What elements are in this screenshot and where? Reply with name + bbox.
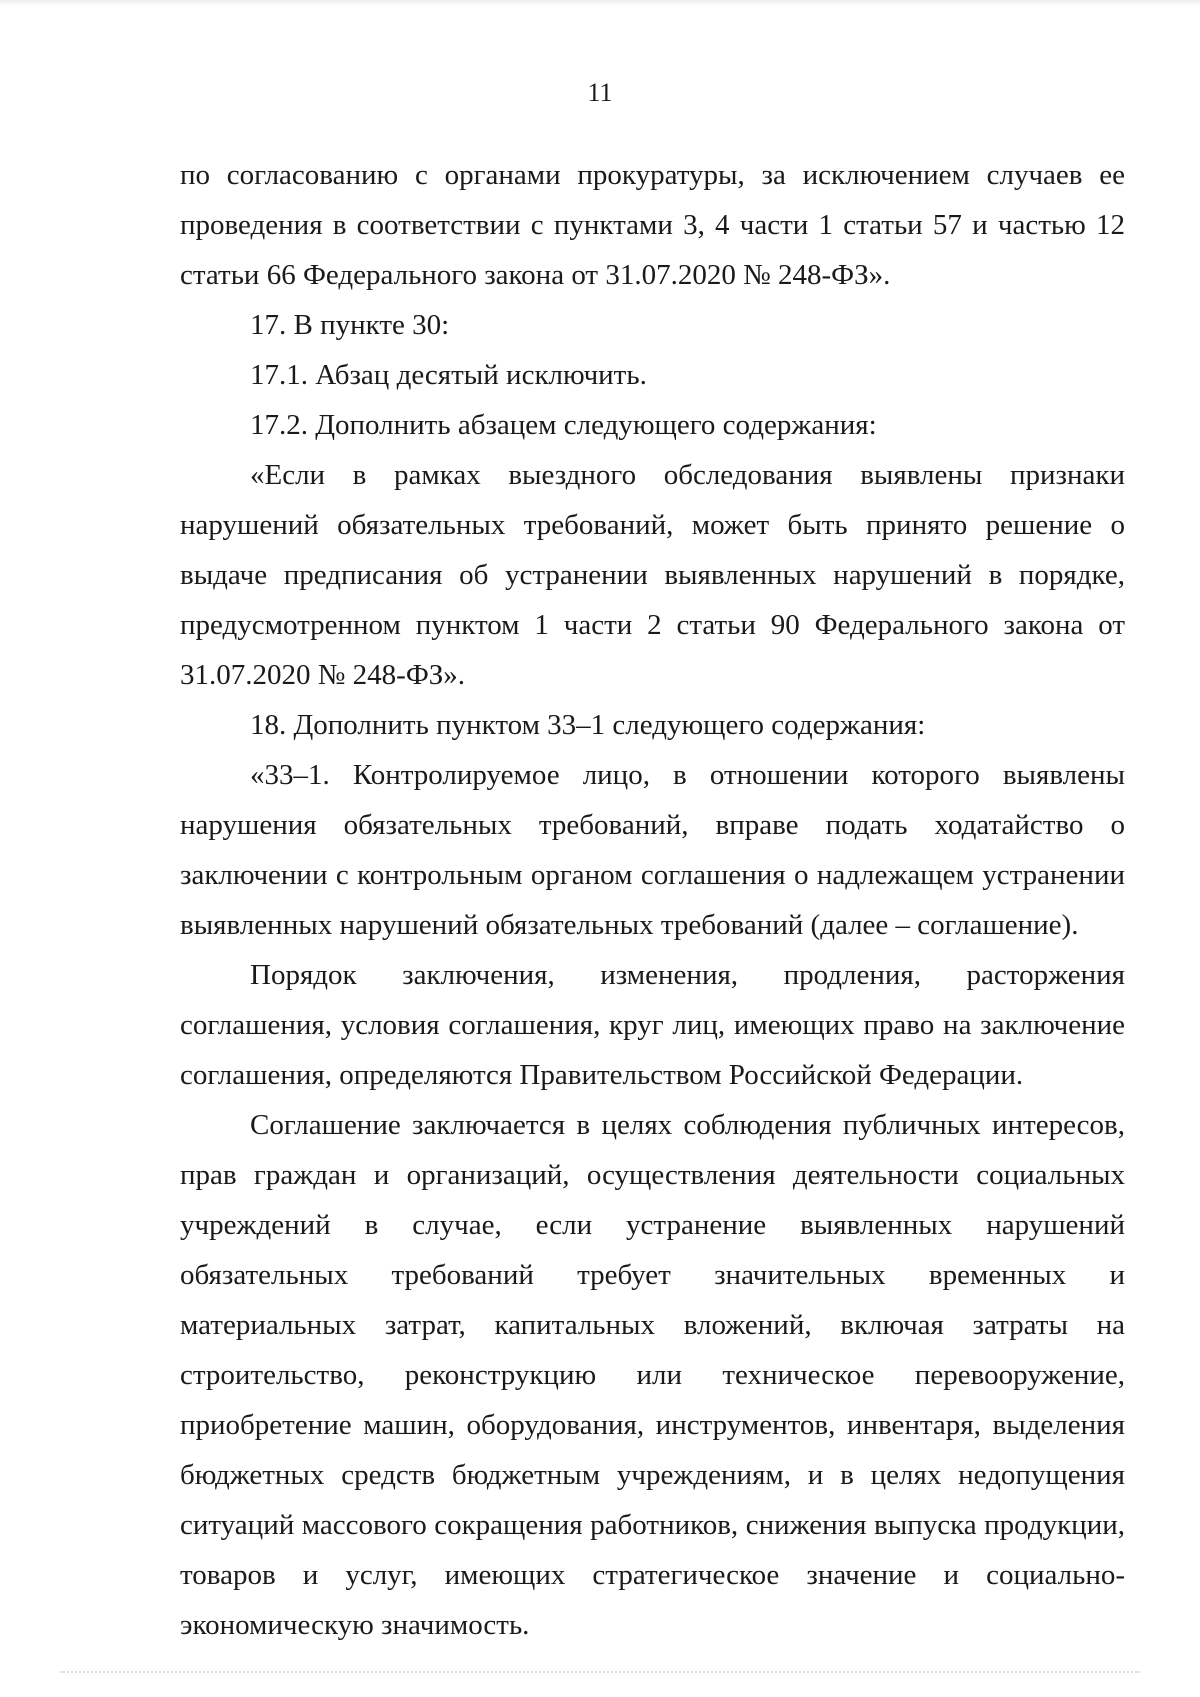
page-number: 11 bbox=[587, 78, 613, 107]
paragraph-agreement-purpose: Соглашение заключается в целях соблюдения публичных интересов, прав граждан и организаций, осуществления деятельности социальных учреждений в случае, если устранение выявленных нарушений обязательных требований требует значительных временных и материальных затрат, капитальных вложений, включая затраты на строительство, реконструкцию или техническое перевооружение, приобретение машин, оборудования, инструментов, инвентаря, выделения бюджетных средств бюджетным учреждениям, и в целях недопущения ситуаций массового сокращения работников, снижения выпуска продукции, товаров и услуг, имеющих стратегическое значение и социально-экономическую значимость. bbox=[180, 1109, 1125, 1641]
document-body bbox=[180, 150, 1125, 1650]
scan-edge-top bbox=[0, 0, 1200, 6]
paragraph-quote-33-1: «33–1. Контролируемое лицо, в отношении которого выявлены нарушения обязательных требований, вправе подать ходатайство о заключении с контрольным органом соглашения о надлежащем устранении выявленных нарушений обязательных требований (далее – соглашение). bbox=[180, 759, 1125, 941]
paragraph-item-18: 18. Дополнить пунктом 33–1 следующего содержания: bbox=[250, 709, 926, 741]
paragraph-item-17-1: 17.1. Абзац десятый исключить. bbox=[250, 359, 647, 391]
paragraph-continuation: по согласованию с органами прокуратуры, за исключением случаев ее проведения в соответствии с пунктами 3, 4 части 1 статьи 57 и частью 12 статьи 66 Федерального закона от 31.07.2020 № 248-ФЗ». bbox=[180, 159, 1125, 291]
scan-edge-bottom bbox=[60, 1671, 1140, 1679]
paragraph-procedure: Порядок заключения, изменения, продления, расторжения соглашения, условия соглашения, круг лиц, имеющих право на заключение соглашения, определяются Правительством Российской Федерации. bbox=[180, 959, 1125, 1091]
paragraph-quote-inspection: «Если в рамках выездного обследования выявлены признаки нарушений обязательных требований, может быть принято решение о выдаче предписания об устранении выявленных нарушений в порядке, предусмотренном пунктом 1 части 2 статьи 90 Федерального закона от 31.07.2020 № 248-ФЗ». bbox=[180, 459, 1125, 691]
paragraph-item-17: 17. В пункте 30: bbox=[250, 309, 450, 341]
paragraph-item-17-2: 17.2. Дополнить абзацем следующего содержания: bbox=[250, 409, 877, 441]
